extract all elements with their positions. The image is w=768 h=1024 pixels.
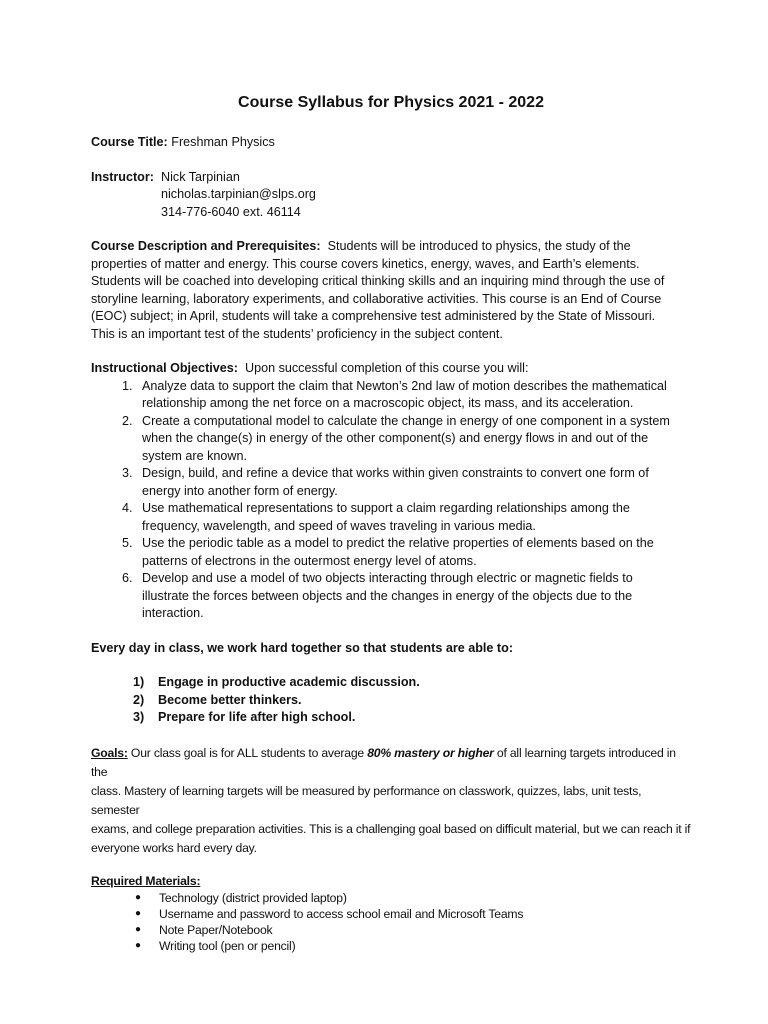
materials-heading: Required Materials: <box>91 873 201 888</box>
objective-line: 4. Use mathematical representations to support a claim regarding relationships among the <box>142 501 630 515</box>
objective-line: system are known. <box>142 448 247 463</box>
list-text: Writing tool (pen or pencil) <box>159 938 296 953</box>
bullet-icon: ● <box>135 939 141 951</box>
list-text: Become better thinkers. <box>158 692 302 707</box>
list-number: 3) <box>133 710 145 724</box>
instructor-block <box>91 169 691 222</box>
objective-line: energy into another form of energy. <box>142 483 338 498</box>
objective-line: 3. Design, build, and refine a device that works within given constraints to convert one form of <box>142 466 649 480</box>
everyday-list <box>91 674 691 727</box>
instructor-phone: 314-776-6040 ext. 46114 <box>161 204 301 219</box>
list-item <box>136 535 691 570</box>
goals-label: Goals: <box>91 745 128 760</box>
list-item <box>133 674 691 692</box>
goals-emphasis: 80% mastery or higher <box>367 745 494 760</box>
objective-line: 2. Create a computational model to calculate the change in energy of one component in a system <box>142 413 670 428</box>
list-number: 2) <box>133 692 145 707</box>
list-number: 1) <box>133 675 145 689</box>
objective-line: when the change(s) in energy of the other component(s) and energy flows in and out of the <box>142 431 649 445</box>
course-title-line <box>91 134 691 152</box>
bullet-icon: ● <box>135 891 141 903</box>
objectives-intro-text: Upon successful completion of this course you will: <box>244 361 529 375</box>
instructor-email: nicholas.tarpinian@slps.org <box>161 187 316 201</box>
list-text: Engage in productive academic discussion. <box>158 675 420 689</box>
goals-line: exams, and college preparation activities. This is a challenging goal based on difficult material, but we can reach it if <box>91 821 691 836</box>
bullet-icon: ● <box>135 923 141 935</box>
description-label: Course Description and Prerequisites: <box>91 239 321 253</box>
syllabus-page <box>91 94 691 954</box>
goals-line: class. Mastery of learning targets will be measured by performance on classwork, quizzes, labs, unit tests, semester <box>91 783 642 817</box>
goals-text: Our class goal is for ALL students to average <box>127 745 368 760</box>
objective-line: 5. Use the periodic table as a model to predict the relative properties of elements based on the <box>142 536 654 550</box>
instructor-name: Nick Tarpinian <box>161 169 240 184</box>
list-text: Username and password to access school email and Microsoft Teams <box>159 906 524 921</box>
description-line: Students will be introduced to physics, the study of the <box>327 239 631 253</box>
goals-text: of all learning targets introduced in the <box>91 745 676 779</box>
list-text: Technology (district provided laptop) <box>159 890 347 905</box>
list-item <box>136 570 691 623</box>
list-item <box>136 465 691 500</box>
course-title-label: Course Title: <box>91 135 168 149</box>
objective-line: 1. Analyze data to support the claim that Newton’s 2nd law of motion describes the mathematical <box>142 378 667 393</box>
objective-line: interaction. <box>142 606 204 620</box>
description-line: properties of matter and energy. This course covers kinetics, energy, waves, and Earth’s elements. <box>91 256 640 271</box>
description-line: (EOC) subject; in April, students will take a comprehensive test administered by the State of Missouri. <box>91 309 656 323</box>
list-item <box>135 938 691 954</box>
list-item <box>135 890 691 906</box>
course-title-value: Freshman Physics <box>171 135 275 149</box>
objective-line: patterns of electrons in the outermost energy level of atoms. <box>142 553 477 568</box>
bullet-icon: ● <box>135 907 141 919</box>
description-line: This is an important test of the students’ proficiency in the subject content. <box>91 326 503 341</box>
objectives-label: Instructional Objectives: <box>91 361 238 375</box>
objective-line: illustrate the forces between objects and the changes in energy of the objects due to the <box>142 588 633 603</box>
list-item <box>136 378 691 413</box>
goals-line: everyone works hard every day. <box>91 840 257 855</box>
objective-line: relationship among the net force on a macroscopic object, its mass, and its acceleration. <box>142 396 634 410</box>
list-item <box>136 500 691 535</box>
everyday-heading: Every day in class, we work hard together so that students are able to: <box>91 640 514 655</box>
course-description <box>91 238 691 343</box>
description-line: storyline learning, laboratory experiments, and collaborative activities. This course is an End of Course <box>91 291 662 306</box>
materials-list <box>91 890 691 954</box>
list-item <box>133 709 691 727</box>
list-item <box>136 413 691 466</box>
objective-line: frequency, wavelength, and speed of waves traveling in various media. <box>142 518 536 533</box>
list-item <box>135 922 691 938</box>
objectives-list <box>91 378 691 623</box>
instructor-label: Instructor: <box>91 169 154 184</box>
description-line: Students will be coached into developing critical thinking skills and an inquiring mind through the use of <box>91 274 665 288</box>
page-title: Course Syllabus for Physics 2021 - 2022 <box>238 94 544 111</box>
list-item <box>133 692 691 710</box>
objective-line: 6. Develop and use a model of two objects interacting through electric or magnetic fields to <box>142 571 633 585</box>
list-item <box>135 906 691 922</box>
list-text: Prepare for life after high school. <box>158 710 356 724</box>
objectives-intro <box>91 360 691 378</box>
list-text: Note Paper/Notebook <box>159 922 273 937</box>
goals-paragraph <box>91 744 691 858</box>
